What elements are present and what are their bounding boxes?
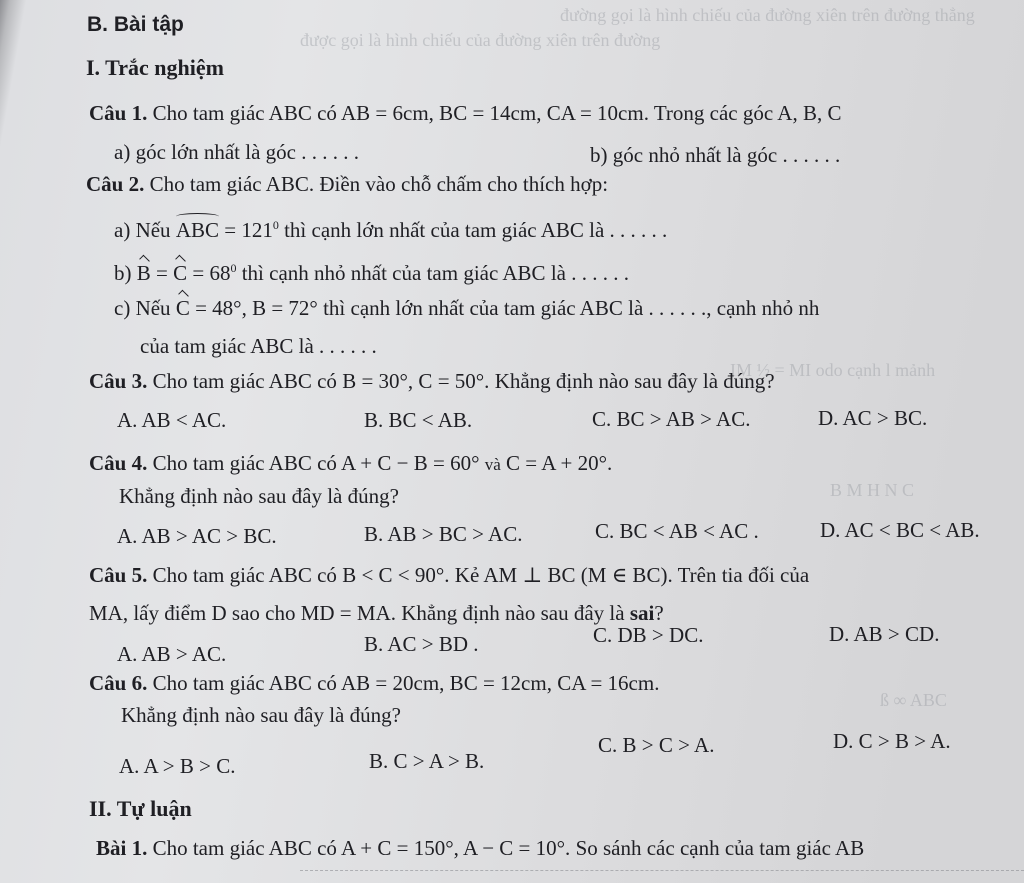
q6-option-d: D. C > B > A.	[833, 729, 951, 753]
item-prefix: a) Nếu	[114, 218, 171, 242]
q5-line-2	[89, 601, 664, 625]
question-math: B < C < 90°.	[342, 563, 450, 587]
question-math: B = 30°, C = 50°.	[342, 369, 490, 393]
q5-option-b: B. AC > BD .	[364, 632, 479, 656]
question-label: Câu 6.	[89, 671, 148, 695]
question-3	[89, 369, 775, 393]
q4-option-b: B. AB > BC > AC.	[364, 522, 523, 546]
q6-option-a: A. A > B > C.	[119, 754, 236, 778]
q2-item-c: c) Nếu C = 48°, B = 72° thì cạnh lớn nhất của tam giác ABC là . . . . . ., cạnh nhỏ nh	[114, 296, 820, 320]
question-text: MA, lấy điểm D sao cho MD = MA. Khẳng định nào sau đây là	[89, 601, 625, 625]
question-text: Cho tam giác ABC. Điền vào chỗ chấm cho thích hợp:	[149, 172, 609, 196]
q6-option-b: B. C > A > B.	[369, 749, 485, 773]
question-text: Cho tam giác ABC có	[152, 451, 337, 475]
item-text: thì cạnh lớn nhất của tam giác ABC là . . . . . ., cạnh nhỏ nh	[323, 296, 820, 320]
exercise-1	[96, 836, 864, 860]
q2-item-c-continued: của tam giác ABC là . . . . . .	[140, 334, 377, 358]
exercise-math: A + C = 150°, A − C = 10°.	[341, 836, 571, 860]
question-label: Câu 4.	[89, 451, 148, 475]
q2-item-a: a) Nếu ABC = $121^0$ thì cạnh lớn nhất của tam giác ABC là . . . . . .	[114, 218, 668, 242]
section-heading: B. Bài tập	[87, 13, 184, 36]
question-label: Câu 1.	[89, 101, 148, 125]
item-prefix: b)	[114, 261, 132, 285]
q2-item-b: b) $B = C = 68^0$ thì cạnh nhỏ nhất của tam giác ABC là . . . . . .	[114, 261, 629, 285]
question-text: Cho tam giác ABC có AB = 6cm, BC = 14cm, CA = 10cm. Trong các góc	[152, 101, 774, 125]
question-mark: ?	[654, 601, 664, 625]
q1-option-b: b) góc nhỏ nhất là góc . . . . . .	[590, 143, 841, 167]
q5-option-c: C. DB > DC.	[593, 623, 704, 647]
question-5	[89, 563, 809, 587]
emphasis-false: sai	[629, 601, 655, 625]
q4-prompt: Khẳng định nào sau đây là đúng?	[119, 484, 399, 508]
q1-option-a: a) góc lớn nhất là góc . . . . . .	[114, 140, 359, 164]
q6-prompt: Khẳng định nào sau đây là đúng?	[121, 703, 401, 727]
q3-option-d: D. AC > BC.	[818, 406, 928, 430]
part-1-heading: I. Trắc nghiệm	[86, 55, 224, 80]
angle-value: = 121	[224, 218, 273, 242]
part-2-heading: II. Tự luận	[89, 796, 192, 821]
question-text: Cho tam giác ABC có AB = 20cm, BC = 12cm, CA = 16cm.	[152, 671, 660, 695]
question-math: A + C − B = 60°	[341, 451, 480, 475]
q5-option-d: D. AB > CD.	[829, 622, 940, 646]
exercise-label: Bài 1.	[96, 836, 148, 860]
question-text: Cho tam giác ABC có	[152, 563, 337, 587]
exercise-text: Cho tam giác ABC có	[152, 836, 337, 860]
question-2	[86, 172, 608, 196]
angle-values: = 48°, B = 72°	[195, 296, 318, 320]
question-6	[89, 671, 659, 695]
exercise-text-post: So sánh các cạnh của tam giác AB	[575, 836, 865, 860]
question-text-post: Khẳng định nào sau đây là đúng?	[494, 369, 775, 393]
q3-option-b: B. BC < AB.	[364, 408, 473, 432]
item-text: thì cạnh nhỏ nhất của tam giác ABC là . . . . . .	[241, 261, 629, 285]
item-prefix: c) Nếu	[114, 296, 171, 320]
bottom-dashed-rule	[300, 870, 1024, 871]
question-4	[89, 451, 612, 477]
item-text: thì cạnh lớn nhất của tam giác ABC là . . . . . .	[284, 218, 668, 242]
q5-option-a: A. AB > AC.	[117, 642, 227, 666]
question-1	[89, 101, 841, 125]
question-text: Cho tam giác ABC có	[152, 369, 337, 393]
question-label: Câu 3.	[89, 369, 148, 393]
q4-option-a: A. AB > AC > BC.	[117, 524, 277, 548]
q4-option-d: D. AC < BC < AB.	[820, 518, 980, 542]
q4-option-c: C. BC < AB < AC .	[595, 519, 759, 543]
question-math-2: C = A + 20°.	[506, 451, 613, 475]
conjunction: và	[484, 455, 501, 474]
question-label: Câu 5.	[89, 563, 148, 587]
angle-list: A, B, C	[777, 101, 842, 125]
q6-option-c: C. B > C > A.	[598, 733, 715, 757]
q3-option-c: C. BC > AB > AC.	[592, 407, 751, 431]
q3-option-a: A. AB < AC.	[117, 408, 227, 432]
angle-value: = 68	[192, 261, 231, 285]
angle-abc: ABC	[175, 218, 219, 242]
question-text-post: Kẻ AM ⊥ BC (M ∈ BC). Trên tia đối của	[454, 563, 810, 587]
question-label: Câu 2.	[86, 172, 145, 196]
